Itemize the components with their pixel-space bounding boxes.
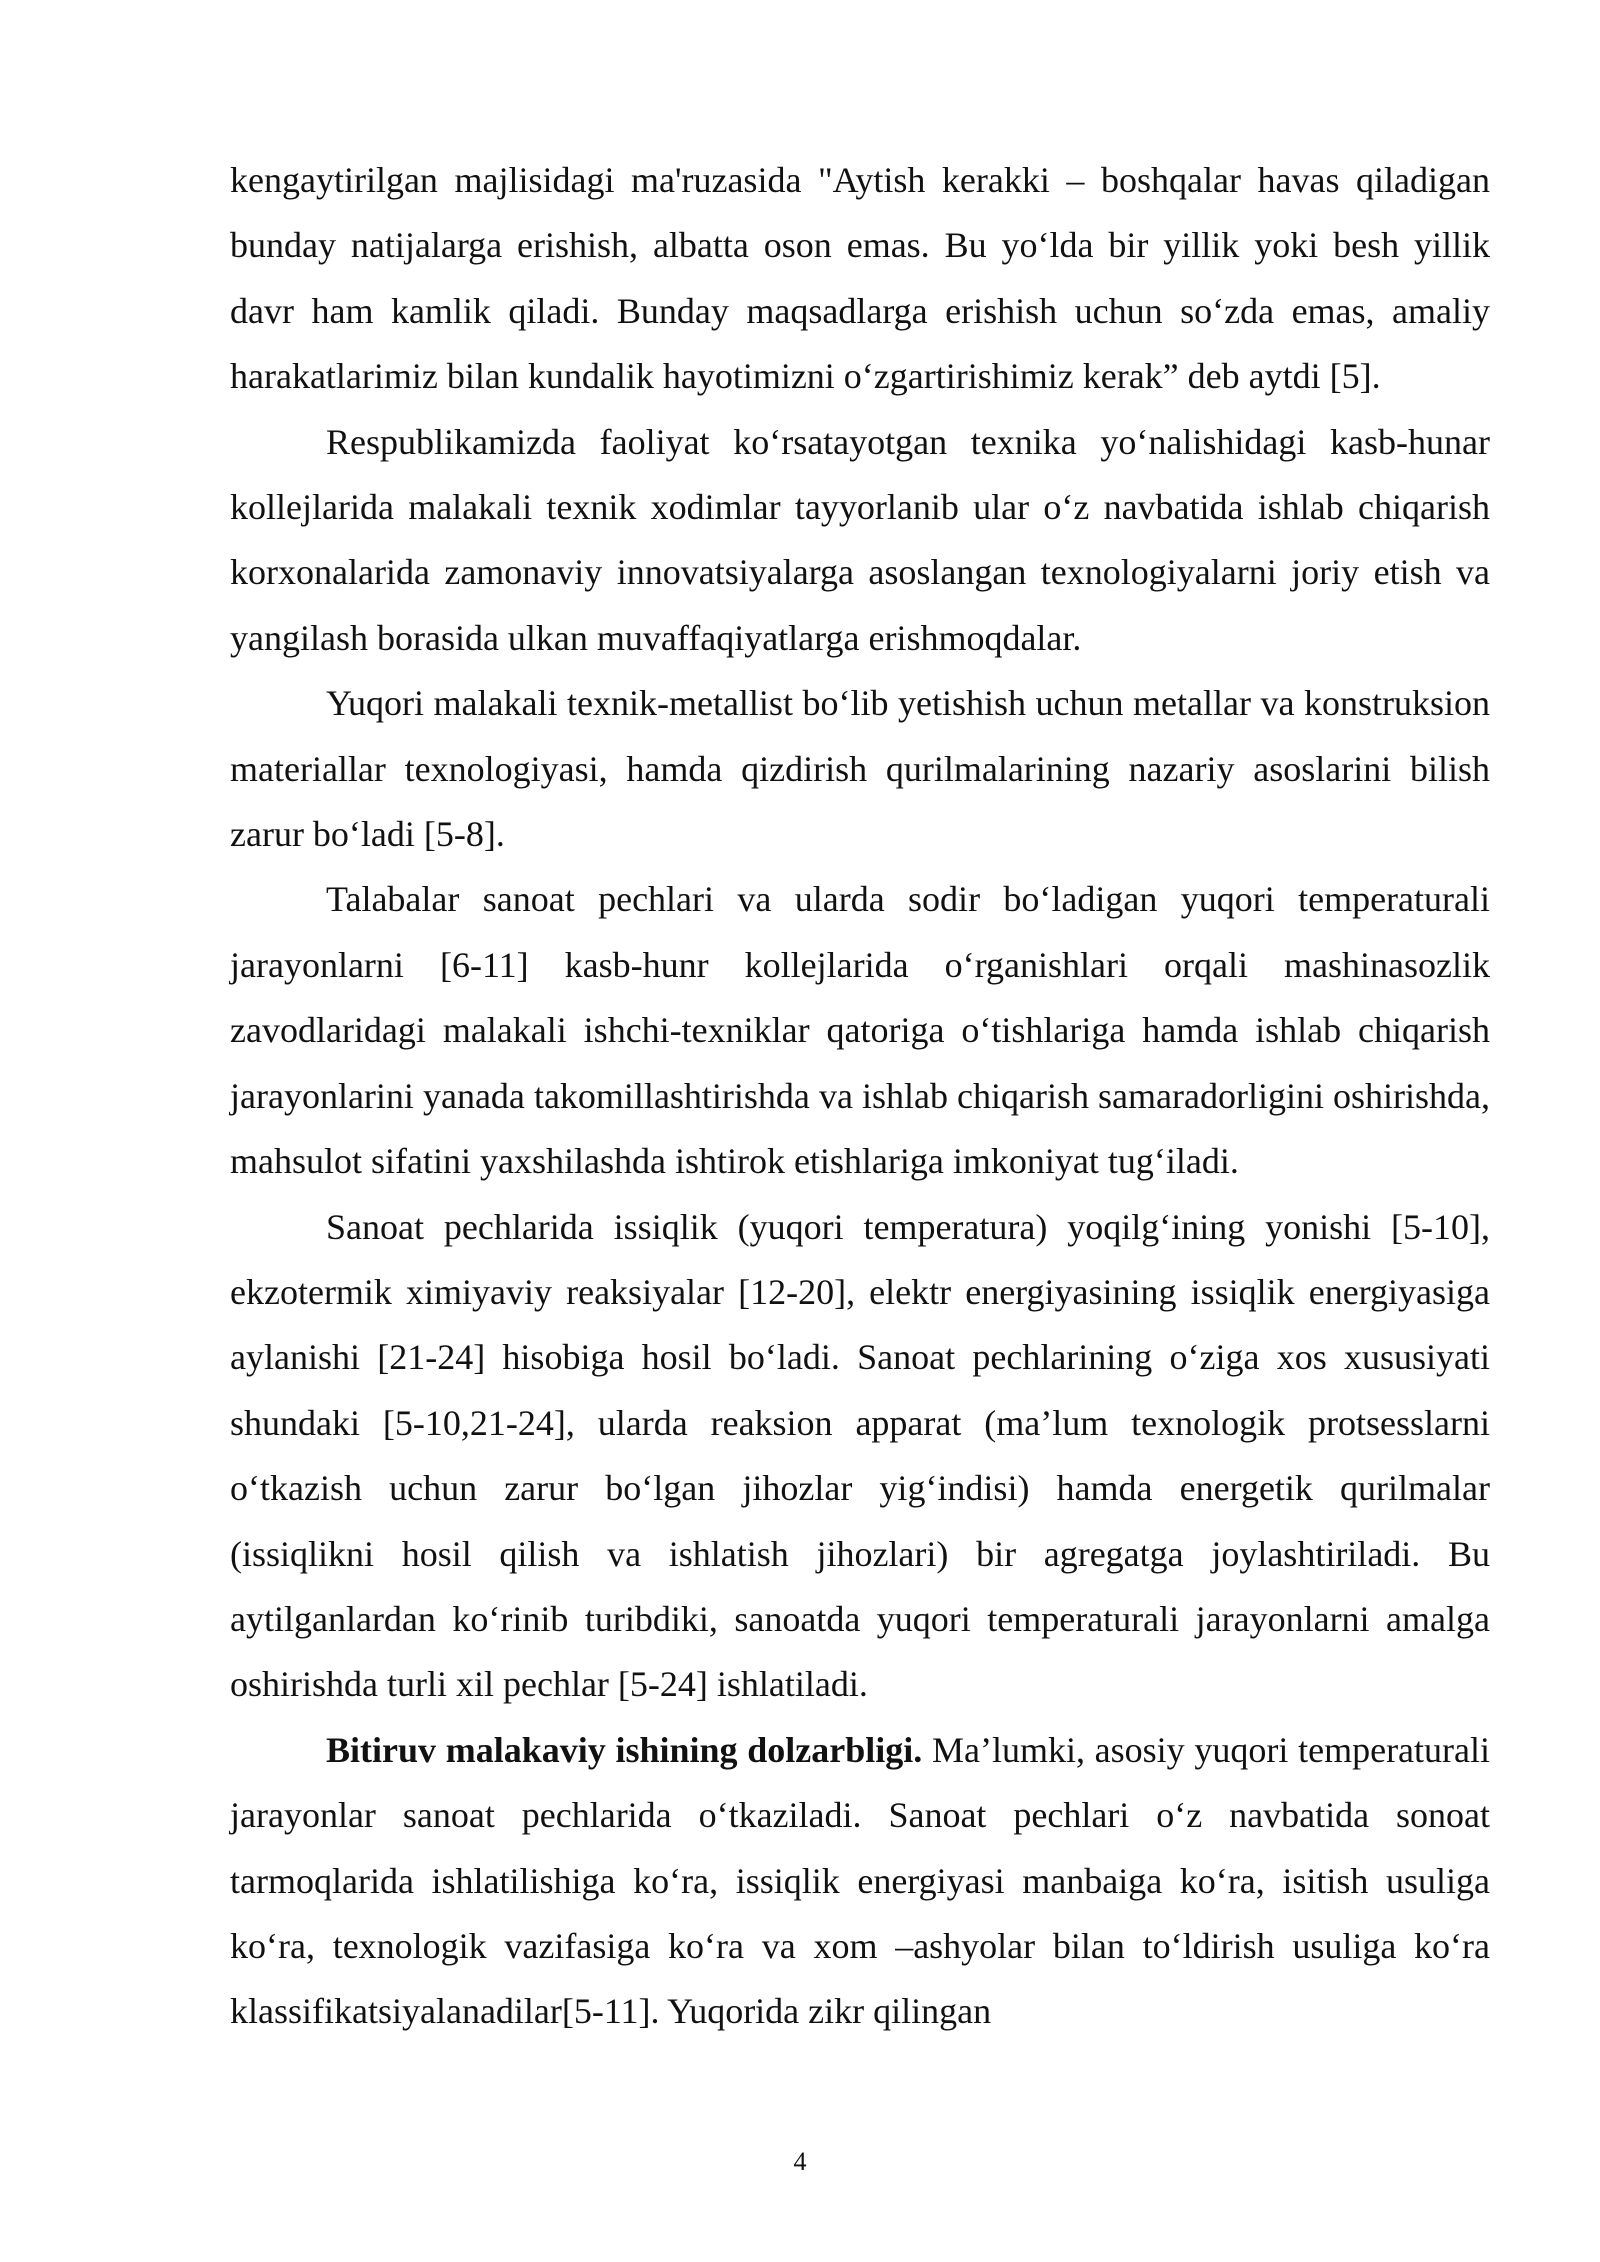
paragraph-5: Sanoat pechlarida issiqlik (yuqori temperatura) yoqilg‘ining yonishi [5-10], ekzotermik ximiyaviy reaksiyalar [12-20], elektr energiyasining issiqlik energiyasiga aylanishi [21-24] hisobiga hosil bo‘ladi. Sanoat pechlarining o‘ziga xos xususiyati shundaki [5-10,21-24], ularda reaksion apparat (ma’lum texnologik protsesslarni o‘tkazish uchun zarur bo‘lgan jihozlar yig‘indisi) hamda energetik qurilmalar (issiqlikni hosil qilish va ishlatish jihozlari) bir agregatga joylashtiriladi. Bu aytilganlardan ko‘rinib turibdiki, sanoatda yuqori temperaturali jarayonlarni amalga oshirishda turli xil pechlar [5-24] ishlatiladi. <box>230 1206 1490 1705</box>
document-page <box>230 148 1490 2045</box>
section-heading: Bitiruv malakaviy ishining dolzarbligi. <box>326 1729 923 1770</box>
paragraph-4: Talabalar sanoat pechlari va ularda sodir bo‘ladigan yuqori temperaturali jarayonlarni [6-11] kasb-hunr kollejlarida o‘rganishlari orqali mashinasozlik zavodlaridagi malakali ishchi-texniklar qatoriga o‘tishlariga hamda ishlab chiqarish jarayonlarini yanada takomillashtirishda va ishlab chiqarish samaradorligini oshirishda, mahsulot sifatini yaxshilashda ishtirok etishlariga imkoniyat tug‘iladi. <box>230 879 1490 1182</box>
page-number: 4 <box>793 2147 807 2176</box>
paragraph-6 <box>230 1718 1490 2045</box>
paragraph-1: kengaytirilgan majlisidagi ma'ruzasida "Aytish kerakki – boshqalar havas qiladigan bunday natijalarga erishish, albatta oson emas. Bu yo‘lda bir yillik yoki besh yillik davr ham kamlik qiladi. Bunday maqsadlarga erishish uchun so‘zda emas, amaliy harakatlarimiz bilan kundalik hayotimizni o‘zgartirishimiz kerak” deb aytdi [5]. <box>230 160 1490 397</box>
paragraph-2: Respublikamizda faoliyat ko‘rsatayotgan texnika yo‘nalishidagi kasb-hunar kollejlarida malakali texnik xodimlar tayyorlanib ular o‘z navbatida ishlab chiqarish korxonalarida zamonaviy innovatsiyalarga asoslangan texnologiyalarni joriy etish va yangilash borasida ulkan muvaffaqiyatlarga erishmoqdalar. <box>230 421 1490 658</box>
paragraph-6-text: Ma’lumki, asosiy yuqori temperaturali jarayonlar sanoat pechlarida o‘tkaziladi. Sanoat pechlari o‘z navbatida sonoat tarmoqlarida ishlatilishiga ko‘ra, issiqlik energiyasi manbaiga ko‘ra, isitish usuliga ko‘ra, texnologik vazifasiga ko‘ra va xom –ashyolar bilan to‘ldirish usuliga ko‘ra klassifikatsiyalanadilar[5-11]. Yuqorida zikr qilingan <box>230 1729 1491 2032</box>
paragraph-3: Yuqori malakali texnik-metallist bo‘lib yetishish uchun metallar va konstruksion materiallar texnologiyasi, hamda qizdirish qurilmalarining nazariy asoslarini bilish zarur bo‘ladi [5-8]. <box>230 683 1490 855</box>
